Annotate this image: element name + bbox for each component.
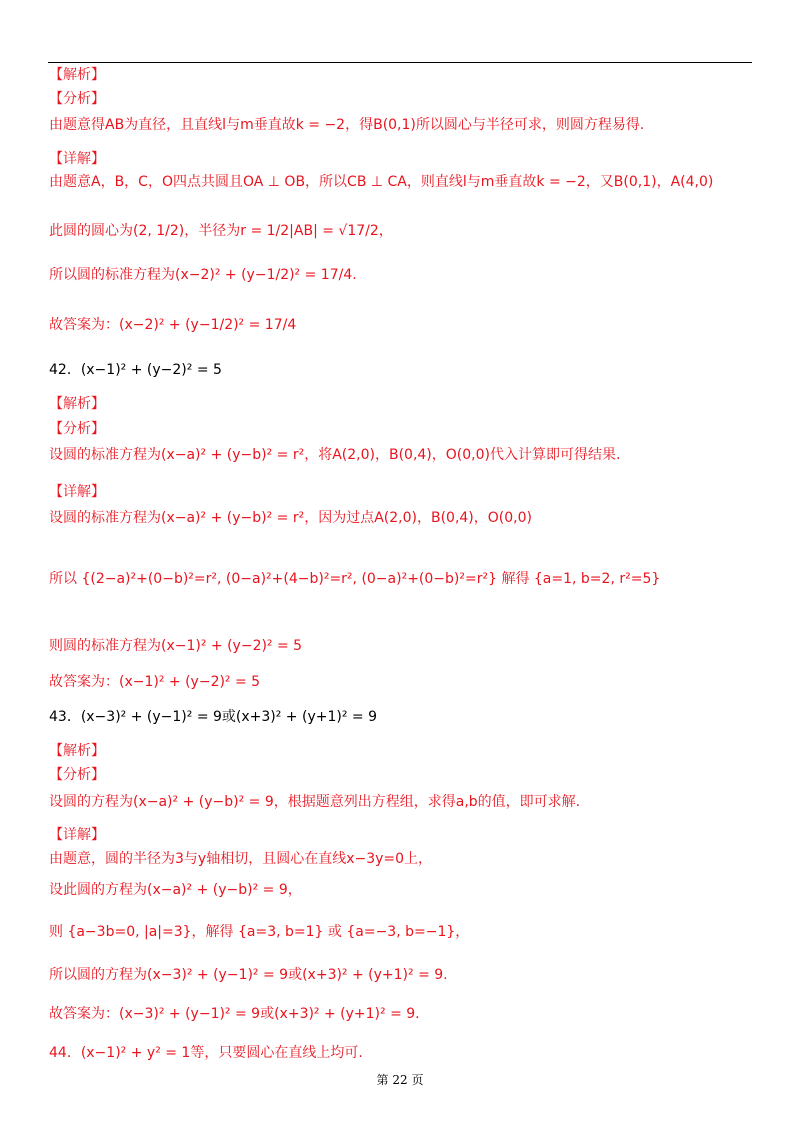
- section-heading-jiexi-43: 【解析】: [49, 743, 105, 759]
- section-heading-fenxi: 【分析】: [49, 91, 105, 107]
- solution-42-system: 所以 {(2−a)²+(0−b)²=r², (0−a)²+(4−b)²=r², (0−a)²+(0−b)²=r²} 解得 {a=1, b=2, r²=5}: [49, 571, 661, 587]
- solution-43-line-1: 由题意，圆的半径为3与y轴相切，且圆心在直线x−3y=0上，: [49, 851, 433, 867]
- section-heading-jiexi-42: 【解析】: [49, 396, 105, 412]
- problem-42-answer: 42．(x−1)² + (y−2)² = 5: [49, 362, 222, 378]
- section-heading-fenxi-43: 【分析】: [49, 767, 105, 783]
- section-heading-xiangjie: 【详解】: [49, 151, 105, 167]
- analysis-text-42: 设圆的标准方程为(x−a)² + (y−b)² = r²，将A(2,0)，B(0,4)，O(0,0)代入计算即可得结果.: [49, 447, 621, 463]
- answer-43: 故答案为：(x−3)² + (y−1)² = 9或(x+3)² + (y+1)² = 9.: [49, 1006, 420, 1022]
- solution-43-system: 则 {a−3b=0, |a|=3}，解得 {a=3, b=1} 或 {a=−3, b=−1}，: [49, 924, 470, 940]
- section-heading-xiangjie-43: 【详解】: [49, 827, 105, 843]
- answer-line: 故答案为：(x−2)² + (y−1/2)² = 17/4: [49, 317, 297, 333]
- page-number: 第 22 页: [376, 1073, 424, 1087]
- section-heading-fenxi-42: 【分析】: [49, 421, 105, 437]
- problem-43-answer: 43．(x−3)² + (y−1)² = 9或(x+3)² + (y+1)² = 9: [49, 709, 377, 725]
- solution-line-1: 由题意A，B，C，O四点共圆且OA ⊥ OB，所以CB ⊥ CA，则直线l与m垂直故k = −2，又B(0,1)，A(4,0): [49, 174, 714, 190]
- analysis-text: 由题意得AB为直径，且直线l与m垂直故k = −2，得B(0,1)所以圆心与半径可求，则圆方程易得.: [49, 117, 645, 133]
- problem-44-answer: 44．(x−1)² + y² = 1等，只要圆心在直线上均可.: [49, 1045, 363, 1061]
- answer-42: 故答案为：(x−1)² + (y−2)² = 5: [49, 674, 261, 690]
- solution-line-2: 此圆的圆心为(2, 1/2)，半径为r = 1/2|AB| = √17/2，: [49, 223, 393, 239]
- section-heading-jiexi: 【解析】: [49, 67, 105, 83]
- solution-42-line-1: 设圆的标准方程为(x−a)² + (y−b)² = r²，因为过点A(2,0)，B(0,4)，O(0,0): [49, 510, 532, 526]
- section-heading-xiangjie-42: 【详解】: [49, 484, 105, 500]
- solution-line-3: 所以圆的标准方程为(x−2)² + (y−1/2)² = 17/4.: [49, 267, 357, 283]
- analysis-text-43: 设圆的方程为(x−a)² + (y−b)² = 9，根据题意列出方程组，求得a,b的值，即可求解.: [49, 794, 581, 810]
- solution-42-result: 则圆的标准方程为(x−1)² + (y−2)² = 5: [49, 638, 303, 654]
- header-rule: [48, 62, 752, 63]
- solution-43-line-2: 设此圆的方程为(x−a)² + (y−b)² = 9，: [49, 882, 302, 898]
- solution-43-result: 所以圆的方程为(x−3)² + (y−1)² = 9或(x+3)² + (y+1)² = 9.: [49, 967, 448, 983]
